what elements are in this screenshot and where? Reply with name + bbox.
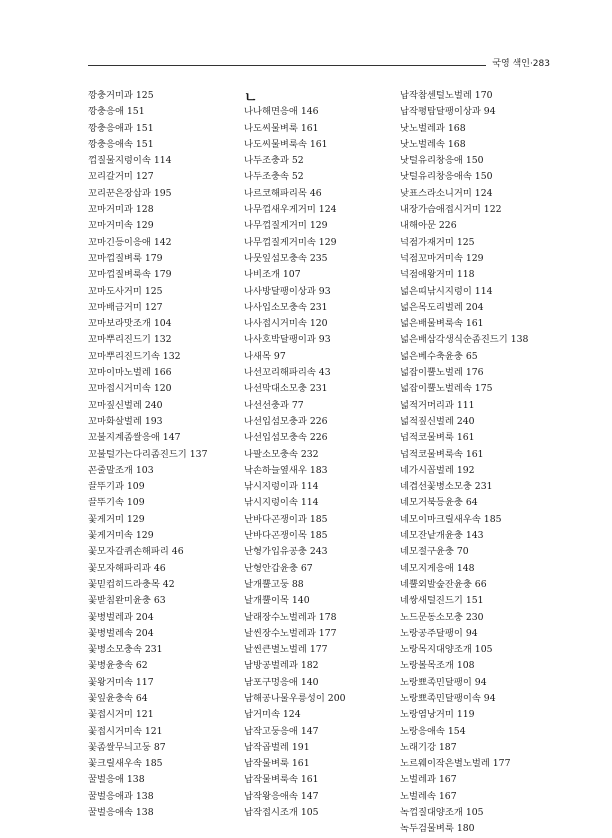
index-entry: 녹껍질대양조개 105 <box>400 807 484 819</box>
index-entry: 꼬마배금거미 127 <box>88 301 163 313</box>
index-entry: 꼬마긴등이응애 142 <box>88 236 172 248</box>
index-entry: 꼬마뿌리진드기 132 <box>88 334 172 346</box>
index-entry: 나두조충과 52 <box>244 155 304 167</box>
index-entry: 넓은베수축윤충 65 <box>400 350 478 362</box>
index-entry: 노벌레과 167 <box>400 774 457 786</box>
index-entry: 난바다곤쟁이과 185 <box>244 513 328 525</box>
index-entry: 노랑볼목조개 108 <box>400 660 475 672</box>
index-entry: 꿀벌응애속 138 <box>88 807 154 819</box>
index-entry: 나팔소모충속 232 <box>244 448 319 460</box>
index-entry: 꿀벌응애 138 <box>88 774 145 786</box>
index-entry: 꽃모자해파리과 46 <box>88 562 166 574</box>
index-entry: 날래장수노벌레과 178 <box>244 611 337 623</box>
index-entry: 넙적코물벼룩 161 <box>400 432 475 444</box>
index-entry: 깡충응애속 151 <box>88 138 154 150</box>
index-entry: 납작평탑달팽이상과 94 <box>400 106 496 118</box>
index-entry: 노르웨이작은별노벌레 177 <box>400 758 511 770</box>
index-entry: 낫털유리창응애 150 <box>400 155 484 167</box>
index-column-2 <box>244 88 409 821</box>
index-entry: 낫노벌레속 168 <box>400 138 466 150</box>
index-entry: 네가시꼽벌레 192 <box>400 464 475 476</box>
index-entry: 네모거북등윤충 64 <box>400 497 478 509</box>
index-entry: 나선막대소모충 231 <box>244 383 328 395</box>
index-entry: 노랑응애속 154 <box>400 725 466 737</box>
index-entry: 넓은배삼각생식순좀진드기 138 <box>400 334 529 346</box>
index-entry: 노래기강 187 <box>400 741 457 753</box>
index-entry: 난바다곤쟁이목 185 <box>244 530 328 542</box>
index-entry: 나무껍새우게거미 124 <box>244 204 337 216</box>
index-entry: 꽃병벌레속 204 <box>88 627 154 639</box>
running-title: 국영 색인·283 <box>492 59 550 69</box>
index-entry: 꽃좀쌀무늬고둥 87 <box>88 741 166 753</box>
index-entry: 꽃믿컵히드라충목 42 <box>88 578 175 590</box>
index-entry: 꽃접시거미 121 <box>88 709 154 721</box>
index-entry: 나비조개 107 <box>244 269 301 281</box>
index-entry: 넓은목도리벌레 204 <box>400 301 484 313</box>
index-entry: 꽃접시거미속 121 <box>88 725 163 737</box>
index-entry: 나사호박달팽이과 93 <box>244 334 331 346</box>
index-entry: 깡충응애과 151 <box>88 122 154 134</box>
index-entry: 나새목 97 <box>244 350 286 362</box>
index-entry: 네모지게응애 148 <box>400 562 475 574</box>
index-entry: 꽃병윤충속 62 <box>88 660 148 672</box>
index-entry: 내장가슴애접시거미 122 <box>400 204 502 216</box>
index-entry: 끌뚜기과 109 <box>88 481 145 493</box>
index-entry: 날씬큰별노벌레 177 <box>244 644 328 656</box>
index-entry: 네겹선꽃병소모충 231 <box>400 481 493 493</box>
index-entry: 넉점꼬마거미속 129 <box>400 252 484 264</box>
index-entry: 네모절구윤충 70 <box>400 546 469 558</box>
index-entry: 넓적짚신벌레 240 <box>400 415 475 427</box>
index-entry: 꼬마껍질벼룩속 179 <box>88 269 172 281</box>
index-entry: 노벌레속 167 <box>400 790 457 802</box>
index-entry: 낚시지렁이과 114 <box>244 481 319 493</box>
index-entry: 나도씨물벼룩 161 <box>244 122 319 134</box>
index-column-3 <box>400 88 565 838</box>
index-entry: 납작물벼룩 161 <box>244 758 310 770</box>
index-entry: 꼬리갈거미 127 <box>88 171 154 183</box>
index-entry: 납작왕응애속 147 <box>244 790 319 802</box>
index-entry: 남포구멍응애 140 <box>244 676 319 688</box>
index-entry: 네쌍새털진드기 151 <box>400 595 484 607</box>
index-entry: 나선입섬모충과 226 <box>244 415 328 427</box>
index-entry: 꼬마화살벌레 193 <box>88 415 163 427</box>
index-entry: 난형가입유공충 243 <box>244 546 328 558</box>
index-entry: 꽃게거미속 129 <box>88 530 154 542</box>
index-entry: 꽃왕거미속 117 <box>88 676 154 688</box>
index-entry: 꼬마도사거미 125 <box>88 285 163 297</box>
index-entry: 내해아문 226 <box>400 220 457 232</box>
index-entry: 넓은띠낚시지렁이 114 <box>400 285 493 297</box>
index-entry: 꽃크릴새우속 185 <box>88 758 163 770</box>
index-entry: 네뿔외발숲잔윤충 66 <box>400 578 487 590</box>
index-entry: 꼬마보라맛조개 104 <box>88 318 172 330</box>
index-entry: 나사방달팽이상과 93 <box>244 285 331 297</box>
index-entry: 넉점애왕거미 118 <box>400 269 475 281</box>
index-entry: 노랑염낭거미 119 <box>400 709 475 721</box>
index-entry: 깡충거미과 125 <box>88 90 154 101</box>
index-entry: 꼬불털가는다리좀진드기 137 <box>88 448 208 460</box>
index-entry: 꼬마거미과 128 <box>88 204 154 216</box>
index-entry: 나선선충과 77 <box>244 399 304 411</box>
index-entry: 납작곱벌레 191 <box>244 741 310 753</box>
index-entry: 깡충응애 151 <box>88 106 145 118</box>
index-entry: 노랑목지대양조개 105 <box>400 644 493 656</box>
index-entry: 나선입섬모충속 226 <box>244 432 328 444</box>
index-entry: 꼬마접시거미속 120 <box>88 383 172 395</box>
index-entry: 끌뚜기속 109 <box>88 497 145 509</box>
index-entry: 꼬마껍질벼룩 179 <box>88 252 163 264</box>
index-entry: 노랑공주달팽이 94 <box>400 627 478 639</box>
index-entry: 꼬마이마노벌레 166 <box>88 367 172 379</box>
index-entry: 녹두검물벼룩 180 <box>400 823 475 835</box>
index-entry: 넙적코물벼룩속 161 <box>400 448 484 460</box>
index-entry: 낚시지렁이속 114 <box>244 497 319 509</box>
index-entry: 남방공벌레과 182 <box>244 660 319 672</box>
index-entry: 넓은배물벼룩속 161 <box>400 318 484 330</box>
index-entry: 납작물벼룩속 161 <box>244 774 319 786</box>
index-entry: 나무껍질게거미속 129 <box>244 236 337 248</box>
index-entry: 나두조충속 52 <box>244 171 304 183</box>
index-entry: 넓잡이뿔노벌레속 175 <box>400 383 493 395</box>
index-column-1 <box>88 88 253 821</box>
index-entry: 나무껍질게거미 129 <box>244 220 328 232</box>
index-entry: 꽃잎윤충속 64 <box>88 692 148 704</box>
index-entry: 네모잔낱개윤충 143 <box>400 530 484 542</box>
index-entry: 노드문동소모충 230 <box>400 611 484 623</box>
index-entry: 꽃받침완미윤충 63 <box>88 595 166 607</box>
index-entry: 꼰줄말조개 103 <box>88 464 154 476</box>
section-heading-label: ㄴ <box>244 90 258 106</box>
index-entry: 네모이마크릴새우속 185 <box>400 513 502 525</box>
index-entry: 넓잡이뿔노벌레 176 <box>400 367 484 379</box>
index-entry: 낙손하늘옆새우 183 <box>244 464 328 476</box>
index-entry: 꼬불지계좀쌀응애 147 <box>88 432 181 444</box>
index-entry: 나도씨물벼룩속 161 <box>244 138 328 150</box>
section-heading <box>244 88 409 104</box>
index-entry: 낫털유리창응애속 150 <box>400 171 493 183</box>
index-entry: 날개뿔이목 140 <box>244 595 310 607</box>
index-entry: 나르코해파리목 46 <box>244 187 322 199</box>
index-entry: 꼬마거미속 129 <box>88 220 154 232</box>
index-entry: 꽃게거미 129 <box>88 513 145 525</box>
index-entry: 꽃모자갈퀴손해파리 46 <box>88 546 184 558</box>
index-entry: 낮표스라소니거미 124 <box>400 187 493 199</box>
header-rule <box>88 65 486 66</box>
index-entry: 날씬장수노벌레과 177 <box>244 627 337 639</box>
index-entry: 나나해면응애 146 <box>244 106 319 118</box>
index-entry: 나뭇잎섬모충속 235 <box>244 252 328 264</box>
index-entry: 넉점가재거미 125 <box>400 236 475 248</box>
index-entry: 남해공나물우릉성이 200 <box>244 692 346 704</box>
index-entry: 노랑뾰족민달팽이 94 <box>400 676 487 688</box>
index-entry: 날개뿔고둥 88 <box>244 578 304 590</box>
index-entry: 나선꼬리해파리속 43 <box>244 367 331 379</box>
index-entry: 노랑뾰족민달팽이속 94 <box>400 692 496 704</box>
index-entry: 납작참센털노벌레 170 <box>400 90 493 101</box>
index-entry: 납작고둥응애 147 <box>244 725 319 737</box>
index-entry: 낫노벌레과 168 <box>400 122 466 134</box>
index-entry: 꽃병벌레과 204 <box>88 611 154 623</box>
index-entry: 납작접시조개 105 <box>244 807 319 819</box>
index-entry: 넓적거머리과 111 <box>400 399 475 411</box>
index-entry: 꿀벌응애과 138 <box>88 790 154 802</box>
index-entry: 난형안갑윤충 67 <box>244 562 313 574</box>
index-entry: 꼬마짚신벌레 240 <box>88 399 163 411</box>
index-entry: 꼬리꾼은장삽과 195 <box>88 187 172 199</box>
index-entry: 꼬마뿌리진드기속 132 <box>88 350 181 362</box>
index-entry: 껍질물지렁이속 114 <box>88 155 172 167</box>
index-entry: 꽃병소모충속 231 <box>88 644 163 656</box>
index-entry: 나사접시거미속 120 <box>244 318 328 330</box>
index-entry: 납거미속 124 <box>244 709 301 721</box>
index-entry: 나사입소모충속 231 <box>244 301 328 313</box>
